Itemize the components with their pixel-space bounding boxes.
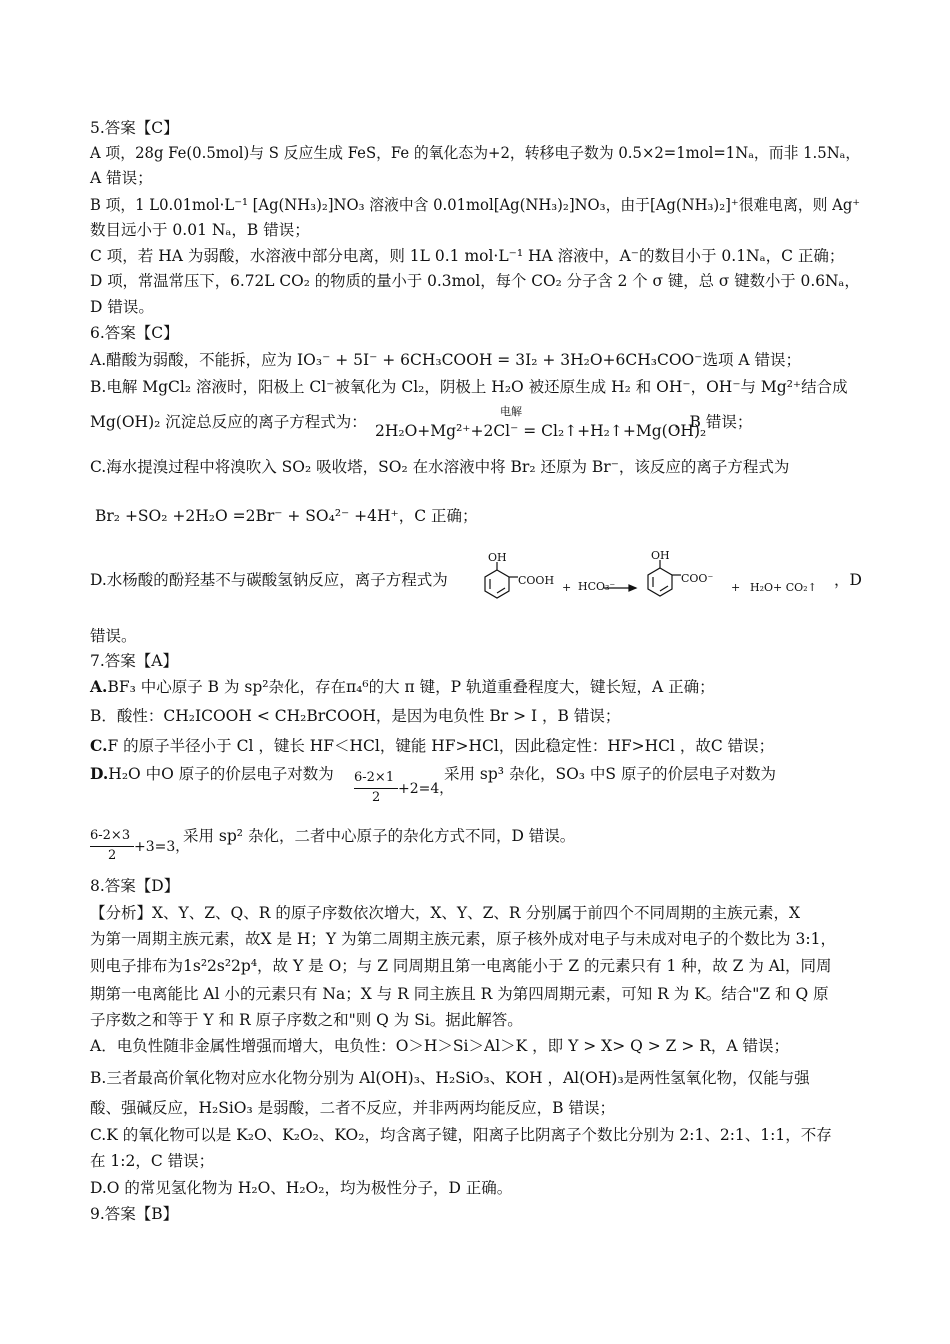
answer-8-item-c-cont: 在 1:2，C 错误；: [90, 1152, 215, 1170]
answer-7-item-b: B．酸性：CH₂ICOOH < CH₂BrCOOH，是因为电负性 Br > I ，B 错误；: [90, 707, 621, 725]
answer-8-item-c: C.K 的氧化物可以是 K₂O、K₂O₂、KO₂，均含离子键，阳离子比阴离子个数比分别为 2:1、2:1、1:1，不存: [90, 1126, 832, 1144]
oh-label-reactant: OH: [488, 551, 507, 564]
answer-7-item-d-tail: 采用 sp³ 杂化，SO₃ 中S 原子的价层电子对数为: [444, 765, 776, 783]
answer-5-item-d: D 项，常温常压下，6.72L CO₂ 的物质的量小于 0.3mol，每个 CO₂ 分子含 2 个 σ 键，总 σ 键数小于 0.6Nₐ，: [90, 272, 860, 290]
answer-6-item-b: B.电解 MgCl₂ 溶液时，阳极上 Cl⁻被氧化为 Cl₂，阴极上 H₂O 被还原生成 H₂ 和 OH⁻，OH⁻与 Mg²⁺结合成: [90, 378, 848, 396]
answer-8-item-a: A．电负性随非金属性增强而增大，电负性：O＞H＞Si＞Al＞K ，即 Y > X> Q > Z > R，A 错误；: [90, 1037, 790, 1055]
answer-6-item-b-cont: Mg(OH)₂ 沉淀总反应的离子方程式为：: [90, 413, 367, 431]
answer-7-item-a: [90, 677, 715, 697]
item-text: F 的原子半径小于 Cl ，键长 HF＜HCl，键能 HF>HCl，因此稳定性：HF>HCl ，故C 错误；: [107, 737, 775, 755]
benzene-ring-reactant: [485, 570, 509, 598]
answer-8-analysis-1: 【分析】X、Y、Z、Q、R 的原子序数依次增大，X、Y、Z、R 分别属于前四个不同周期的主族元素，X: [90, 904, 801, 922]
answer-6-item-c: C.海水提溴过程中将溴吹入 SO₂ 吸收塔，SO₂ 在水溶液中将 Br₂ 还原为 Br⁻，该反应的离子方程式为: [90, 458, 790, 476]
answer-8-item-b-cont: 酸、强碱反应，H₂SiO₃ 是弱酸，二者不反应，并非两两均能反应，B 错误；: [90, 1099, 615, 1117]
answer-8-heading: 8.答案【D】: [90, 877, 180, 895]
item-letter: D.: [90, 764, 109, 783]
carboxylate-label: COO⁻: [681, 572, 714, 585]
answer-5-item-b: B 项，1 L0.01mol·L⁻¹ [Ag(NH₃)₂]NO₃ 溶液中含 0.01mol[Ag(NH₃)₂]NO₃，由于[Ag(NH₃)₂]⁺很难电离，则 Ag⁺: [90, 196, 861, 214]
answer-5-item-d-cont: D 错误。: [90, 298, 154, 316]
answer-7-heading: 7.答案【A】: [90, 652, 178, 670]
fraction-bar: [90, 846, 134, 847]
bicarbonate-label: HCO₃⁻: [578, 580, 616, 593]
answer-6-item-b-tail: ，B 错误；: [674, 413, 753, 431]
answer-6-item-a: A.醋酸为弱酸，不能拆，应为 IO₃⁻ + 5I⁻ + 6CH₃COOH = 3I₂ + 3H₂O+6CH₃COO⁻选项 A 错误；: [90, 351, 801, 369]
plus-sign-1: +: [562, 581, 572, 594]
products-label: H₂O+ CO₂↑: [750, 581, 817, 594]
answer-5-item-a-cont: A 错误；: [90, 169, 153, 187]
benzene-ring-product: [648, 568, 672, 596]
fraction-numerator: 6-2×3: [90, 828, 131, 843]
answer-8-analysis-3: 则电子排布为1s²2s²2p⁴，故 Y 是 O；与 Z 同周期且第一电离能小于 Z 的元素只有 1 种，故 Z 为 Al，同周: [90, 957, 832, 975]
answer-8-analysis-2: 为第一周期主族元素，故X 是 H；Y 为第二周期主族元素，原子核外成对电子与未成对电子的个数比为 3:1，: [90, 930, 836, 948]
item-text: H₂O 中O 原子的价层电子对数为: [108, 765, 334, 783]
answer-5-item-b-cont: 数目远小于 0.01 Nₐ，B 错误；: [90, 221, 310, 239]
answer-8-analysis-4: 期第一电离能比 Al 小的元素只有 Na；X 与 R 同主族且 R 为第四周期元素，可知 R 为 K。结合"Z 和 Q 原: [90, 985, 829, 1003]
answer-5-heading: 5.答案【C】: [90, 119, 179, 137]
electrolysis-equation: 2H₂O+Mg²⁺+2Cl⁻ = Cl₂↑+H₂↑+Mg(OH)₂: [375, 422, 707, 440]
item-text: BF₃ 中心原子 B 为 sp²杂化，存在π₄⁶的大 π 键，P 轨道重叠程度大，键长短，A 正确；: [107, 678, 715, 696]
answer-5-item-c: C 项，若 HA 为弱酸，水溶液中部分电离，则 1L 0.1 mol·L⁻¹ HA 溶液中，A⁻的数目小于 0.1Nₐ，C 正确；: [90, 247, 845, 265]
answer-7-item-c: [90, 736, 774, 756]
answer-6-item-d: D.水杨酸的酚羟基不与碳酸氢钠反应，离子方程式为: [90, 571, 448, 589]
cooh-label: COOH: [518, 574, 555, 587]
answer-6-heading: 6.答案【C】: [90, 324, 179, 342]
fraction-denominator: 2: [372, 790, 381, 805]
answer-7-item-d: [90, 764, 334, 784]
so3-vsepr-result: +3=3，: [134, 839, 190, 855]
answer-6-item-c-equation: Br₂ +SO₂ +2H₂O =2Br⁻ + SO₄²⁻ +4H⁺，C 正确；: [95, 507, 478, 525]
answer-5-item-a: A 项，28g Fe(0.5mol)与 S 反应生成 FeS，Fe 的氧化态为+2，转移电子数为 0.5×2=1mol=1Nₐ，而非 1.5Nₐ，: [90, 144, 861, 162]
fraction-bar: [354, 788, 398, 789]
electrolysis-condition: 电解: [500, 405, 522, 418]
h2o-vsepr-result: +2=4，: [398, 781, 454, 797]
answer-6-item-d-tail: ，D: [834, 571, 862, 589]
plus-sign-2: +: [731, 581, 741, 594]
answer-6-item-d-cont: 错误。: [90, 627, 137, 645]
answer-9-heading: 9.答案【B】: [90, 1205, 179, 1223]
answer-8-item-d: D.O 的常见氢化物为 H₂O、H₂O₂，均为极性分子，D 正确。: [90, 1179, 513, 1197]
item-letter: C.: [90, 736, 108, 755]
answer-8-analysis-5: 子序数之和等于 Y 和 R 原子序数之和"则 Q 为 Si。据此解答。: [90, 1011, 523, 1029]
answer-8-item-b: B.三者最高价氧化物对应水化物分别为 Al(OH)₃、H₂SiO₃、KOH ，Al(OH)₃是两性氢氧化物，仅能与强: [90, 1069, 810, 1087]
fraction-denominator: 2: [108, 848, 117, 863]
answer-7-item-d-cont: 采用 sp² 杂化，二者中心原子的杂化方式不同，D 错误。: [183, 827, 576, 845]
item-letter: A.: [90, 677, 108, 696]
fraction-numerator: 6-2×1: [354, 770, 395, 785]
oh-label-product: OH: [651, 549, 670, 562]
